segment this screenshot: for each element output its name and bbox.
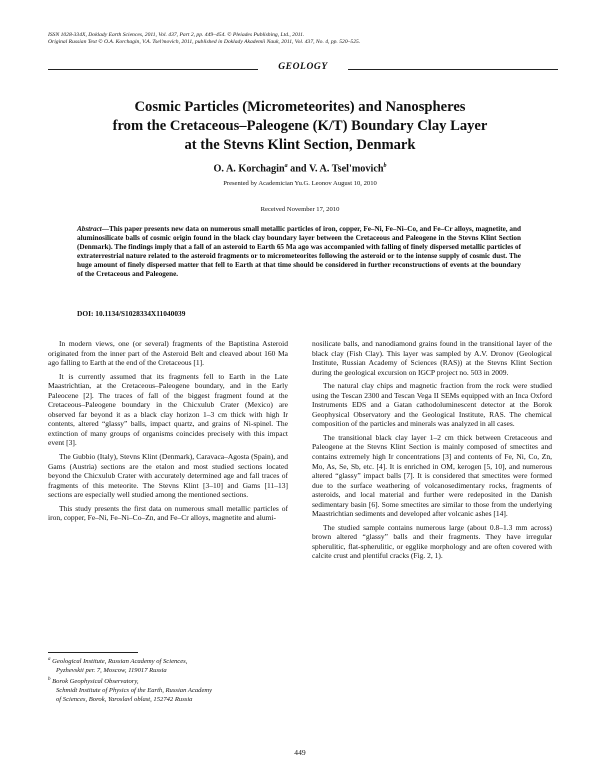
footnote-a bbox=[48, 656, 288, 666]
section-rule-right bbox=[348, 69, 558, 70]
section-heading bbox=[48, 62, 558, 76]
body-paragraph: The Gubbio (Italy), Stevns Klint (Denmark), Caravaca–Agosta (Spain), and Gams (Austria) sections are the etalon and most studied sections located beyond the Chicxulub Crater with accurately determined age and fall traces of fragments of this meteorite. The Stevns Klint [3–10] and Gams [11–13] sections are especially well studied among the mentioned sections. bbox=[48, 452, 288, 500]
footnote-text: Borok Geophysical Observatory, bbox=[52, 677, 139, 685]
footnote-text: Pyzhevskii per. 7, Moscow, 119017 Russia bbox=[56, 667, 167, 675]
presented-by-line: Presented by Academician Yu.G. Leonov August 10, 2010 bbox=[223, 180, 377, 187]
body-paragraph: The transitional black clay layer 1–2 cm thick between Cretaceous and Paleogene at the Stevns Klint Section is mainly composed of smectites and contains extremely high Ir concentrations [3] and contents of Fe, Ni, Co, Zn, Mo, As, Se, Sb, etc. [4]. It is enriched in OM, kerogen [5, 10], and numerous altered “glassy” impact balls [7]. It is considered that smectites were formed due to the surface weathering of volcanosedimentary rocks, fragments of asteroids, and local material and further were redeposited in the Danish sedimentary basin [6]. Some smectites are similar to those from the underlying Maastrichtian sediments and developed after volcanic ashes [14]. bbox=[312, 432, 552, 519]
body-column-left bbox=[48, 339, 288, 527]
doi-link[interactable]: DOI: 10.1134/S1028334X11040039 bbox=[77, 309, 186, 318]
title-line: Cosmic Particles (Micrometeorites) and Nanospheres bbox=[134, 99, 466, 115]
affiliation-mark: b bbox=[383, 163, 387, 169]
footnote-text: of Sciences, Borok, Yaroslavl oblast, 152742 Russia bbox=[56, 695, 193, 703]
title-line: from the Cretaceous–Paleogene (K/T) Boundary Clay Layer bbox=[112, 118, 488, 134]
body-paragraph: The studied sample contains numerous large (about 0.8–1.3 mm across) brown altered “glassy” balls and their fragments. They have irregular spherulitic, flat-spherulitic, or egglike morphology and are often covered with calcite crust and plentiful cracks (Fig. 2, 1). bbox=[312, 522, 552, 561]
affiliation-footnotes bbox=[48, 656, 288, 704]
body-paragraph: The natural clay chips and magnetic fraction from the rock were studied using the Tescan 2300 and Tescan Vega II SEMs equipped with an Inca Oxford Instruments EDS and a Gatan cathodoluminescent detector at the Borok Geophysical Observatory and the Geological Institute, RAS. The chemical composition of the particles and minerals was analyzed in all cases. bbox=[312, 381, 552, 429]
footnote-text: Geological Institute, Russian Academy of Sciences, bbox=[52, 658, 188, 666]
affiliation-mark: a bbox=[284, 163, 288, 169]
header-original-text-line: Original Russian Text © O.A. Korchagin, V.A. Tsel'movich, 2011, published in Doklady Akademii Nauk, 2011, Vol. 437, No. 4, pp. 520–525. bbox=[48, 39, 361, 46]
author-conjunction: and bbox=[287, 163, 309, 175]
footnote-text: Schmidt Institute of Physics of the Earth, Russian Academy bbox=[56, 687, 213, 695]
received-date: Received November 17, 2010 bbox=[260, 206, 340, 213]
body-paragraph: It is currently assumed that its fragments fell to Earth in the Late Maastrichtian, at the Cretaceous–Paleogene boundary, and in the Early Paleocene [2]. The traces of fall of the biggest fragment found at the Cretaceous–Paleogene boundary in the Chicxulub Crater (Mexico) are observed far beyond it as a black clay horizon 1–3 cm thick with high Ir contents, altered “glassy” balls, impact quartz, and grains of Ni-spinel. The extinction of many groups of organisms coincides precisely with this impact event [3]. bbox=[48, 371, 288, 448]
footnote-rule bbox=[48, 652, 138, 653]
body-paragraph: In modern views, one (or several) fragments of the Baptistina Asteroid originated from the inner part of the Asteroid Belt and cleaved about 160 Ma ago falling to Earth at the end of the Cretaceous [1]. bbox=[48, 339, 288, 368]
author-name: O. A. Korchagin bbox=[213, 163, 285, 175]
header-issn-line: ISSN 1028-334X, Doklady Earth Sciences, 2011, Vol. 437, Part 2, pp. 449–454. © Pleiades Publishing, Ltd., 2011. bbox=[48, 32, 305, 38]
page-number: 449 bbox=[294, 748, 306, 757]
body-column-right bbox=[312, 339, 552, 565]
footnote-mark: b bbox=[48, 676, 51, 682]
body-paragraph: nosilicate balls, and nanodiamond grains found in the transitional layer of the black clay (Fish Clay). This layer was sampled by A.V. Dronov (Geological Institute, Russian Academy of Sciences (RAS)) at the Stevns Klint Section during the geological excursion on IGCP project no. 503 in 2009. bbox=[312, 339, 552, 377]
abstract-label: Abstract bbox=[77, 225, 102, 233]
body-paragraph: This study presents the first data on numerous small metallic particles of iron, copper, Fe–Ni, Fe–Ni–Co–Zn, and Fe–Cr alloys, magnetite and alumi- bbox=[48, 503, 288, 523]
author-list bbox=[60, 163, 540, 174]
abstract bbox=[77, 225, 521, 280]
journal-header bbox=[48, 32, 558, 46]
abstract-text: —This paper presents new data on numerous small metallic particles of iron, copper, Fe–Ni, Fe–Ni–Co, and Fe–Cr alloys, magnetite, and aluminosilicate balls of cosmic origin found in the black clay boundary layer between the Cretaceous and Paleogene in the Stevns Klint Section (Denmark). The findings imply that a fall of an asteroid to Earth 65 Ma ago was accompanied with falling of finely dispersed metallic particles of extraterrestrial nature related to the asteroid fragments or to micrometeorites following the asteroid or to the intense supply of cosmic dust. The huge amount of finely dispersed matter that fell to Earth at that time should be considered in further reconstructions of events at the boundary of the Cretaceous and Paleogene. bbox=[77, 225, 521, 279]
footnote-b bbox=[48, 676, 288, 686]
title-line: at the Stevns Klint Section, Denmark bbox=[184, 137, 416, 153]
author-name: V. A. Tsel'movich bbox=[308, 163, 384, 175]
footnote-mark: a bbox=[48, 657, 51, 662]
section-label: GEOLOGY bbox=[278, 62, 328, 72]
article-title bbox=[60, 98, 540, 155]
